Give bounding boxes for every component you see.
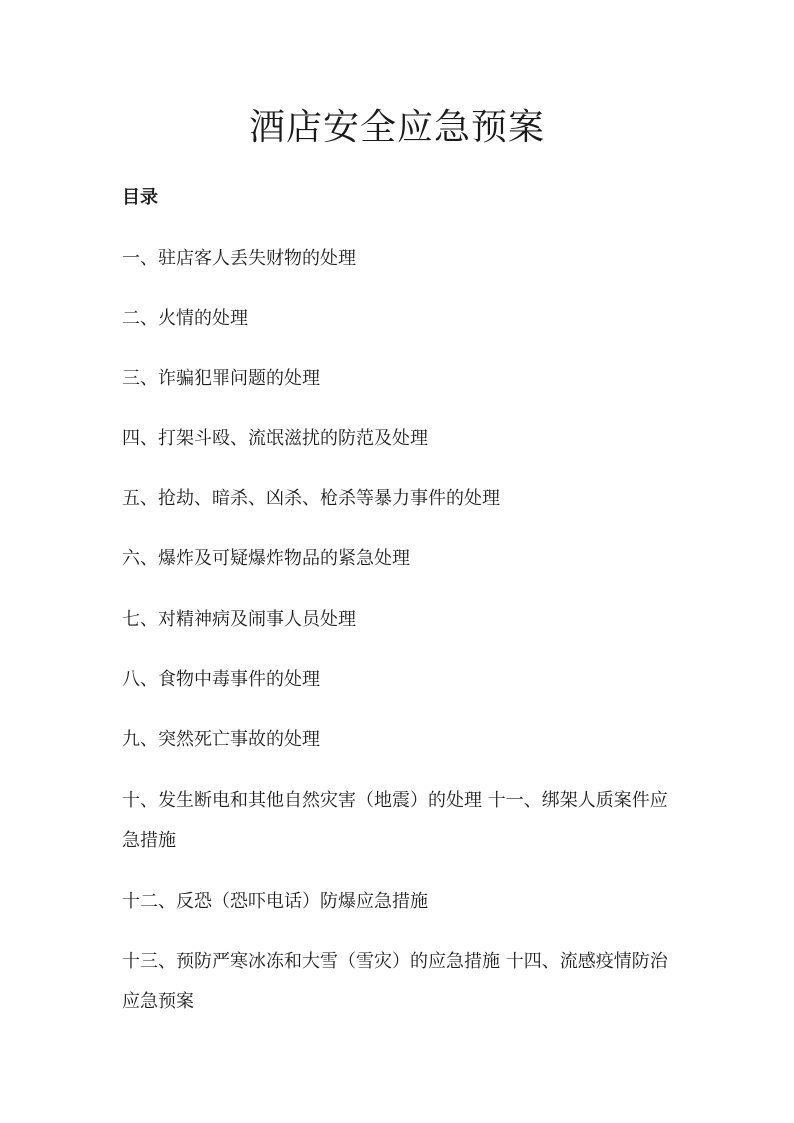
toc-item: 二、火情的处理 — [122, 308, 248, 329]
toc-item: 七、对精神病及闹事人员处理 — [122, 609, 356, 630]
toc-item: 六、爆炸及可疑爆炸物品的紧急处理 — [122, 548, 410, 569]
document-title: 酒店安全应急预案 — [248, 107, 545, 148]
toc-item: 十、发生断电和其他自然灾害（地震）的处理 十一、绑架人质案件应急措施 — [122, 790, 668, 851]
toc-item: 三、诈骗犯罪问题的处理 — [122, 368, 320, 389]
toc-item: 八、食物中毒事件的处理 — [122, 669, 320, 690]
toc-item: 十三、预防严寒冰冻和大雪（雪灾）的应急措施 十四、流感疫情防治应急预案 — [122, 951, 668, 1012]
toc-heading: 目录 — [122, 187, 158, 208]
toc-item: 九、突然死亡事故的处理 — [122, 729, 320, 750]
toc-item: 四、打架斗殴、流氓滋扰的防范及处理 — [122, 428, 428, 449]
toc-item: 十二、反恐（恐吓电话）防爆应急措施 — [122, 891, 428, 912]
toc-item: 一、驻店客人丢失财物的处理 — [122, 248, 356, 269]
toc-item: 五、抢劫、暗杀、凶杀、枪杀等暴力事件的处理 — [122, 488, 500, 509]
